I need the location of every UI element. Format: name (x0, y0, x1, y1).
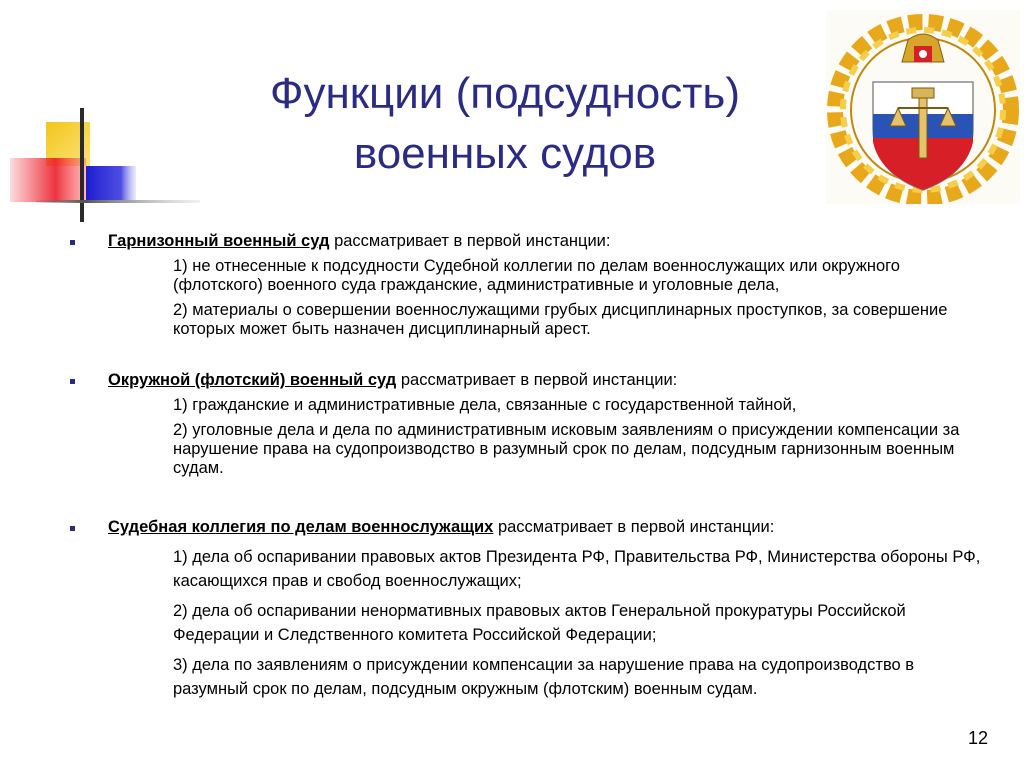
bullet-lead: Гарнизонный военный суд (108, 232, 330, 250)
title-line-2: военных судов (353, 129, 657, 178)
deco-horizontal-line (36, 200, 200, 203)
bullet-rest: рассматривает в первой инстанции: (329, 232, 611, 250)
bullet-judicial-collegium (70, 518, 990, 701)
bullet-garrison-court (70, 232, 990, 339)
page-title (200, 64, 810, 184)
bullet-line (70, 371, 990, 390)
bullet-district-court (70, 371, 990, 478)
deco-blue-square (86, 166, 136, 200)
sub-item: 1) дела об оспаривании правовых актов Президента РФ, Правительства РФ, Министерства обороны РФ, касающихся прав и свобод военнослужащих; (173, 548, 981, 590)
deco-red-square (10, 158, 86, 202)
sub-item: 2) уголовные дела и дела по административным исковым заявлениям о присуждении компенсации за нарушение права на судопроизводство в разумный срок по делам, подсудным гарнизонным военным судам. (173, 421, 960, 477)
bullet-lead: Судебная коллегия по делам военнослужащих (108, 518, 494, 536)
sub-item: 1) гражданские и административные дела, связанные с государственной тайной, (173, 396, 797, 414)
content-area (70, 228, 990, 701)
bullet-square-icon (70, 379, 75, 384)
sub-item: 2) материалы о совершении военнослужащими грубых дисциплинарных проступков, за совершение которых может быть назначен дисциплинарный арест. (173, 301, 948, 338)
bullet-square-icon (70, 526, 75, 531)
bullet-rest: рассматривает в первой инстанции: (493, 518, 775, 536)
bullet-line (70, 518, 990, 537)
bullet-rest: рассматривает в первой инстанции: (396, 371, 678, 389)
bullet-square-icon (70, 240, 75, 245)
deco-vertical-line (80, 108, 84, 222)
slide-corner-decoration (0, 0, 200, 240)
sub-item: 3) дела по заявлениям о присуждении компенсации за нарушение права на судопроизводство в разумный срок по делам, подсудным окружным (флотским) военным судам. (173, 656, 915, 698)
sub-item: 1) не отнесенные к подсудности Судебной коллегии по делам военнослужащих или окружного (флотского) военного суда гражданские, административные и уголовные дела, (173, 257, 900, 294)
military-court-emblem-icon (826, 10, 1020, 204)
title-line-1: Функции (подсудность) (270, 69, 740, 118)
bullet-lead: Окружной (флотский) военный суд (108, 371, 397, 389)
sub-item: 2) дела об оспаривании ненормативных правовых актов Генеральной прокуратуры Российской Федерации и Следственного комитета Российской Федерации; (173, 602, 906, 644)
page-number: 12 (968, 728, 989, 748)
bullet-line (70, 232, 990, 251)
